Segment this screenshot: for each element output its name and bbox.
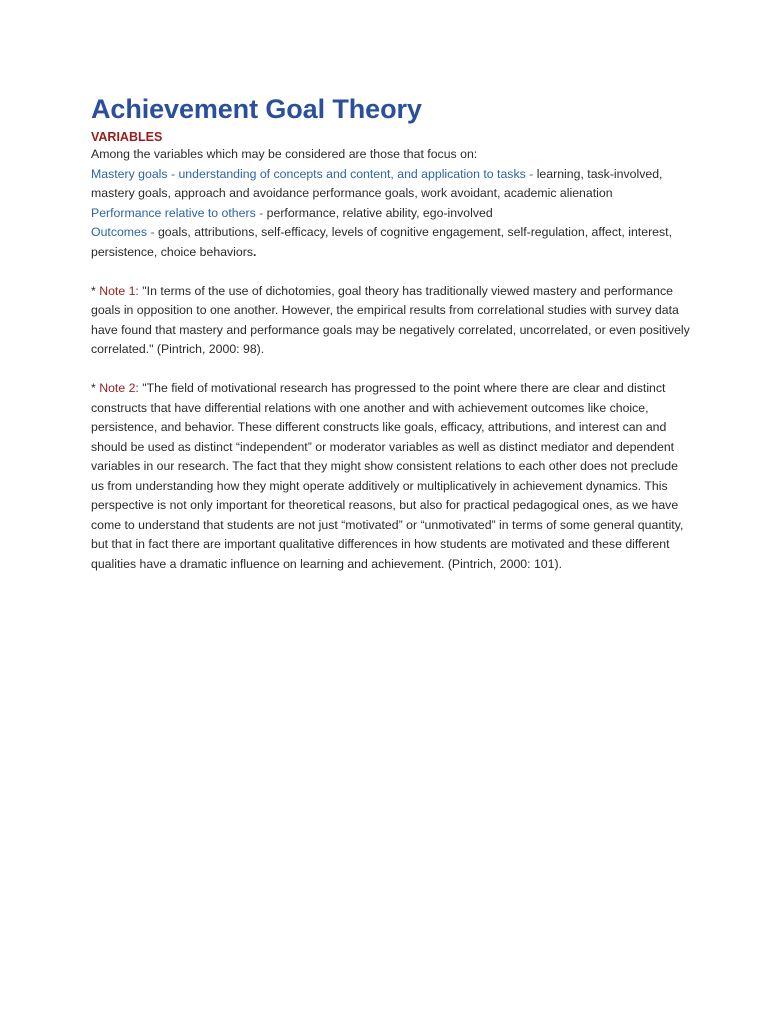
- note-2-marker: *: [91, 381, 100, 395]
- variable-outcomes: [91, 223, 691, 262]
- paragraph-spacer: [91, 262, 691, 282]
- variable-mastery: [91, 165, 691, 204]
- variable-performance-text: performance, relative ability, ego-involved: [266, 205, 493, 220]
- note-1: [91, 282, 691, 360]
- variable-performance: [91, 204, 691, 224]
- variable-performance-label: Performance relative to others -: [91, 205, 267, 220]
- intro-paragraph: Among the variables which may be considered are those that focus on:: [91, 147, 478, 161]
- note-2: [91, 379, 691, 574]
- variable-outcomes-label: Outcomes -: [91, 225, 158, 239]
- note-1-text: "In terms of the use of dichotomies, goal theory has traditionally viewed mastery and performance goals in opposition to one another. However, the empirical results from correlational studies with survey data have found that mastery and performance goals may be negatively correlated, uncorrelated, or even positively correlated." (Pintrich, 2000: 98).: [91, 283, 690, 356]
- note-2-label: Note 2:: [99, 381, 143, 395]
- note-1-label: Note 1:: [99, 283, 143, 298]
- variable-mastery-label: Mastery goals - understanding of concepts and content, and application to tasks -: [91, 166, 537, 181]
- page-title: Achievement Goal Theory: [91, 94, 422, 124]
- variable-mastery-text: learning, task-involved, mastery goals, approach and avoidance performance goals, work avoidant, academic alienation: [91, 166, 663, 200]
- note-1-marker: *: [91, 283, 100, 298]
- document-body: [91, 145, 691, 574]
- section-heading: VARIABLES: [91, 130, 163, 144]
- note-2-text: "The field of motivational research has progressed to the point where there are clear and distinct constructs that have differential relations with one another and with achievement outcomes like choice, persistence, and behavior. These different constructs like goals, efficacy, attributions, and interest can and should be used as distinct “independent” or moderator variables as well as distinct mediator and dependent variables in our research. The fact that they might show consistent relations to each other does not preclude us from understanding how they might operate additively or multiplicatively in achievement dynamics. This perspective is not only important for theoretical reasons, but also for practical pedagogical ones, as we have come to understand that students are not just “motivated” or “unmotivated” in terms of some general quantity, but that in fact there are important qualitative differences in how students are motivated and these different qualities have a dramatic influence on learning and achievement. (Pintrich, 2000: 101).: [91, 381, 684, 571]
- paragraph-spacer: [91, 360, 691, 380]
- variable-outcomes-text: goals, attributions, self-efficacy, levels of cognitive engagement, self-regulation, affect, interest, persistence, choice behaviors: [91, 225, 672, 259]
- document-page: [91, 91, 691, 574]
- variable-outcomes-end: .: [253, 244, 257, 259]
